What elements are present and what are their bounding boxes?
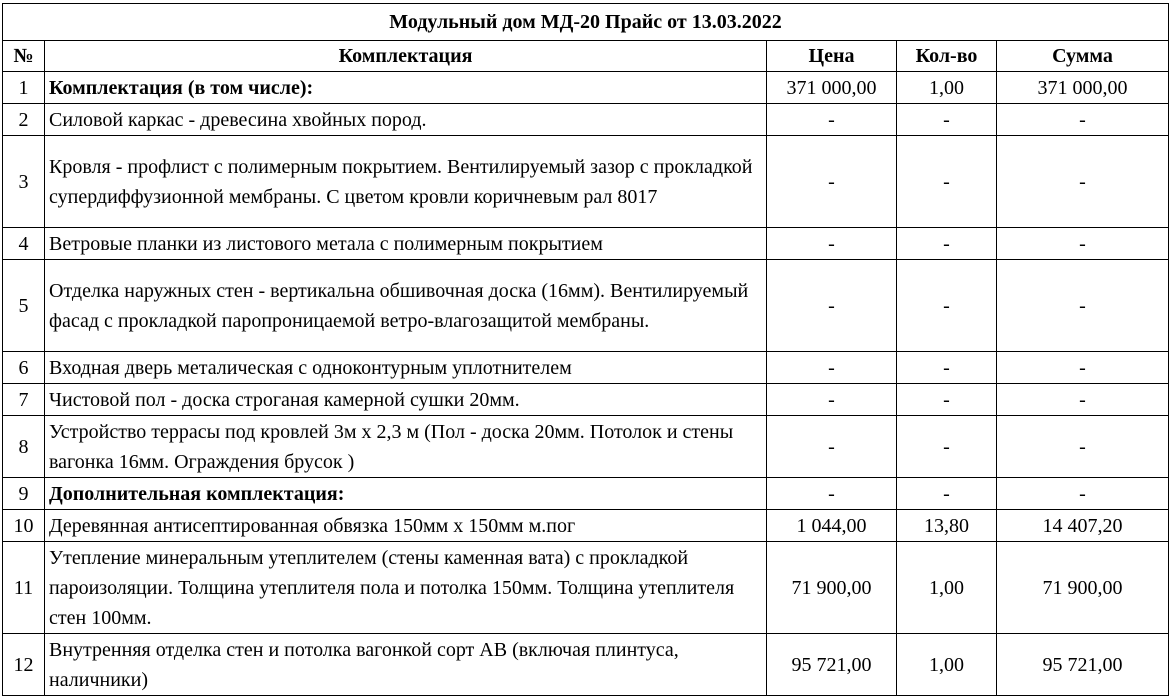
row-item: Дополнительная комплектация: (45, 478, 767, 510)
row-price: 71 900,00 (767, 542, 897, 634)
row-sum: - (997, 384, 1169, 416)
row-qty: - (897, 136, 997, 228)
row-num: 3 (3, 136, 45, 228)
row-price: 95 721,00 (767, 634, 897, 696)
row-num: 10 (3, 510, 45, 542)
row-sum: - (997, 352, 1169, 384)
row-num: 8 (3, 416, 45, 478)
row-num: 9 (3, 478, 45, 510)
header-item: Комплектация (45, 41, 767, 72)
row-sum: - (997, 478, 1169, 510)
table-row (3, 228, 1169, 260)
header-qty: Кол-во (897, 41, 997, 72)
row-sum: - (997, 136, 1169, 228)
row-qty: - (897, 228, 997, 260)
row-price: - (767, 104, 897, 136)
row-sum: 14 407,20 (997, 510, 1169, 542)
row-qty: 13,80 (897, 510, 997, 542)
table-row (3, 542, 1169, 634)
row-item: Чистовой пол - доска строганая камерной сушки 20мм. (45, 384, 767, 416)
row-price: - (767, 478, 897, 510)
row-num: 12 (3, 634, 45, 696)
row-price: - (767, 352, 897, 384)
table-row (3, 260, 1169, 352)
row-item: Утепление минеральным утеплителем (стены каменная вата) с прокладкой пароизоляции. Толщина утеплителя пола и потолка 150мм. Толщина утеплителя стен 100мм. (45, 542, 767, 634)
table-row (3, 104, 1169, 136)
row-num: 5 (3, 260, 45, 352)
row-sum: - (997, 416, 1169, 478)
row-price: - (767, 228, 897, 260)
row-num: 11 (3, 542, 45, 634)
row-item: Силовой каркас - древесина хвойных пород. (45, 104, 767, 136)
header-price: Цена (767, 41, 897, 72)
header-sum: Сумма (997, 41, 1169, 72)
table-row (3, 416, 1169, 478)
row-num: 1 (3, 72, 45, 104)
row-qty: - (897, 384, 997, 416)
row-qty: - (897, 416, 997, 478)
title-row (3, 4, 1169, 41)
table-row (3, 510, 1169, 542)
row-item: Кровля - профлист с полимерным покрытием. Вентилируемый зазор с прокладкой супердиффузионной мембраны. С цветом кровли коричневым рал 8017 (45, 136, 767, 228)
row-qty: - (897, 478, 997, 510)
table-row (3, 352, 1169, 384)
row-sum: - (997, 228, 1169, 260)
row-qty: 1,00 (897, 72, 997, 104)
row-qty: 1,00 (897, 542, 997, 634)
row-qty: - (897, 260, 997, 352)
header-num: № (3, 41, 45, 72)
row-num: 6 (3, 352, 45, 384)
row-sum: - (997, 104, 1169, 136)
table-row (3, 634, 1169, 696)
row-item: Внутренняя отделка стен и потолка вагонкой сорт АВ (включая плинтуса, наличники) (45, 634, 767, 696)
row-sum: 71 900,00 (997, 542, 1169, 634)
row-price: - (767, 260, 897, 352)
price-table (2, 3, 1169, 696)
row-num: 2 (3, 104, 45, 136)
row-item: Входная дверь металическая с одноконтурным уплотнителем (45, 352, 767, 384)
table-row (3, 384, 1169, 416)
row-item: Деревянная антисептированная обвязка 150мм х 150мм м.пог (45, 510, 767, 542)
table-row (3, 136, 1169, 228)
header-row (3, 41, 1169, 72)
row-item: Отделка наружных стен - вертикальна обшивочная доска (16мм). Вентилируемый фасад с прокладкой паропроницаемой ветро-влагозащитой мембраны. (45, 260, 767, 352)
row-qty: - (897, 352, 997, 384)
row-price: 371 000,00 (767, 72, 897, 104)
row-sum: 95 721,00 (997, 634, 1169, 696)
row-price: 1 044,00 (767, 510, 897, 542)
row-item: Комплектация (в том числе): (45, 72, 767, 104)
row-price: - (767, 384, 897, 416)
table-row (3, 478, 1169, 510)
row-price: - (767, 416, 897, 478)
row-price: - (767, 136, 897, 228)
row-num: 4 (3, 228, 45, 260)
row-item: Ветровые планки из листового метала с полимерным покрытием (45, 228, 767, 260)
row-item: Устройство террасы под кровлей 3м х 2,3 м (Пол - доска 20мм. Потолок и стены вагонка 16мм. Ограждения брусок ) (45, 416, 767, 478)
row-num: 7 (3, 384, 45, 416)
document-title: Модульный дом МД-20 Прайс от 13.03.2022 (3, 4, 1169, 41)
row-sum: 371 000,00 (997, 72, 1169, 104)
row-qty: 1,00 (897, 634, 997, 696)
row-sum: - (997, 260, 1169, 352)
row-qty: - (897, 104, 997, 136)
table-row (3, 72, 1169, 104)
